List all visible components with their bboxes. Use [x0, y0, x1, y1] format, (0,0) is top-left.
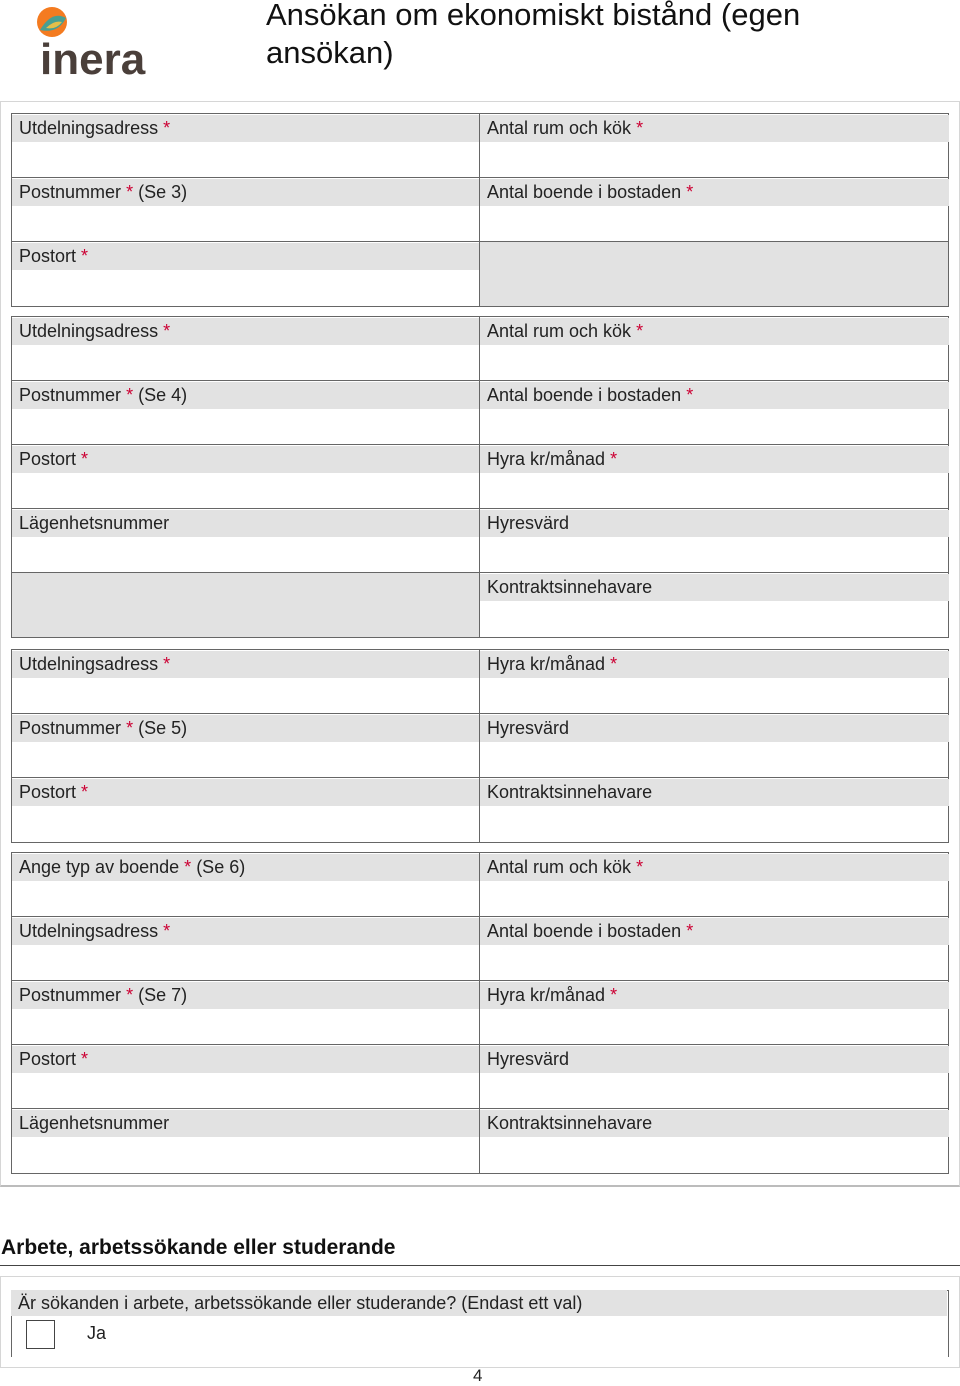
form-field — [12, 509, 480, 573]
form-field — [12, 650, 480, 714]
field-label — [12, 779, 479, 806]
required-marker: * — [636, 321, 644, 341]
required-marker: * — [163, 921, 171, 941]
field-input[interactable] — [480, 742, 948, 777]
required-marker: * — [636, 857, 644, 877]
field-label — [12, 918, 479, 945]
form-field — [480, 650, 948, 714]
field-label — [12, 243, 479, 270]
field-input[interactable] — [12, 142, 479, 177]
field-input[interactable] — [480, 1137, 948, 1172]
form-field — [480, 778, 948, 842]
field-label-text: Hyra kr/månad — [487, 449, 606, 469]
form-field — [12, 778, 480, 842]
field-label-text: Hyresvärd — [487, 718, 570, 738]
field-label-text: Hyra kr/månad — [487, 985, 606, 1005]
field-label — [480, 115, 949, 142]
field-input[interactable] — [12, 473, 479, 508]
field-label — [12, 715, 479, 742]
required-marker: * — [163, 654, 171, 674]
field-input[interactable] — [480, 945, 948, 980]
field-input[interactable] — [480, 409, 948, 444]
question-label: Är sökanden i arbete, arbetssökande eller studerande? (Endast ett val) — [11, 1290, 947, 1316]
field-label-text: Kontraktsinnehavare — [487, 577, 653, 597]
form-field — [480, 573, 948, 637]
empty-cell — [480, 242, 948, 306]
required-marker: * — [126, 385, 134, 405]
form-field — [480, 445, 948, 509]
required-marker: * — [610, 654, 618, 674]
field-input[interactable] — [12, 945, 479, 980]
field-label-text: Postnummer — [19, 385, 122, 405]
field-label — [480, 918, 949, 945]
field-label-text: Postnummer — [19, 985, 122, 1005]
required-marker: * — [686, 921, 694, 941]
field-label — [12, 651, 479, 678]
field-label — [480, 179, 949, 206]
field-label — [480, 651, 949, 678]
section-divider — [0, 1265, 960, 1266]
form-field — [12, 917, 480, 981]
field-label-text: Kontraktsinnehavare — [487, 782, 653, 802]
required-marker: * — [163, 321, 171, 341]
field-label — [480, 446, 949, 473]
field-input[interactable] — [480, 1009, 948, 1044]
field-note: (Se 3) — [138, 182, 188, 202]
field-label — [480, 574, 949, 601]
form-field — [12, 981, 480, 1045]
field-label-text: Utdelningsadress — [19, 118, 159, 138]
required-marker: * — [81, 246, 89, 266]
form-field — [480, 1109, 948, 1173]
form-group — [11, 316, 949, 638]
field-input[interactable] — [12, 742, 479, 777]
required-marker: * — [636, 118, 644, 138]
required-marker: * — [686, 385, 694, 405]
field-label-text: Hyresvärd — [487, 1049, 570, 1069]
field-label — [480, 318, 949, 345]
field-label-text: Antal boende i bostaden — [487, 385, 682, 405]
field-input[interactable] — [480, 345, 948, 380]
field-input[interactable] — [12, 678, 479, 713]
field-input[interactable] — [12, 881, 479, 916]
field-label — [480, 779, 949, 806]
empty-cell — [12, 573, 480, 637]
field-label — [480, 1110, 949, 1137]
checkbox-ja-label: Ja — [87, 1323, 107, 1343]
inera-logo-mark — [32, 4, 157, 78]
form-field — [12, 178, 480, 242]
field-label-text: Postnummer — [19, 718, 122, 738]
field-note: (Se 6) — [196, 857, 246, 877]
field-label — [480, 854, 949, 881]
field-label — [480, 982, 949, 1009]
form-field — [12, 1045, 480, 1109]
field-label-text: Postort — [19, 246, 77, 266]
field-input[interactable] — [12, 1009, 479, 1044]
field-label — [480, 715, 949, 742]
field-label-text: Antal rum och kök — [487, 118, 632, 138]
field-label — [12, 318, 479, 345]
inera-logo — [32, 4, 157, 78]
field-label-text: Antal rum och kök — [487, 321, 632, 341]
field-label — [12, 982, 479, 1009]
form-group — [11, 649, 949, 843]
required-marker: * — [610, 449, 618, 469]
field-label-text: Hyra kr/månad — [487, 654, 606, 674]
field-input[interactable] — [480, 1073, 948, 1108]
field-label-text: Kontraktsinnehavare — [487, 1113, 653, 1133]
field-input[interactable] — [480, 806, 948, 841]
field-input[interactable] — [480, 537, 948, 572]
form-field — [480, 317, 948, 381]
field-label — [12, 854, 479, 881]
field-input[interactable] — [480, 206, 948, 241]
form-field — [12, 242, 480, 306]
form-field — [12, 1109, 480, 1173]
field-label — [480, 1046, 949, 1073]
form-field — [12, 714, 480, 778]
logo-text: inera — [40, 35, 146, 78]
form-field — [480, 917, 948, 981]
form-field — [480, 509, 948, 573]
field-input[interactable] — [12, 1073, 479, 1108]
form-group — [11, 113, 949, 307]
checkbox-ja[interactable] — [26, 1320, 55, 1349]
required-marker: * — [163, 118, 171, 138]
field-input[interactable] — [12, 1137, 479, 1172]
required-marker: * — [126, 718, 134, 738]
field-input[interactable] — [12, 270, 479, 305]
form-field — [480, 714, 948, 778]
field-label-text: Postort — [19, 449, 77, 469]
form-group — [11, 852, 949, 1174]
field-label — [12, 179, 479, 206]
field-input[interactable] — [12, 409, 479, 444]
field-label — [12, 115, 479, 142]
required-marker: * — [610, 985, 618, 1005]
required-marker: * — [81, 449, 89, 469]
field-label — [12, 382, 479, 409]
required-marker: * — [81, 1049, 89, 1069]
field-input[interactable] — [480, 678, 948, 713]
form-field — [12, 317, 480, 381]
field-label-text: Postort — [19, 782, 77, 802]
required-marker: * — [126, 182, 134, 202]
page-title: Ansökan om ekonomiskt bistånd (egen ansökan) — [266, 0, 801, 70]
field-label-text: Postnummer — [19, 182, 122, 202]
field-input[interactable] — [480, 881, 948, 916]
field-input[interactable] — [12, 206, 479, 241]
field-input[interactable] — [480, 473, 948, 508]
field-label — [480, 382, 949, 409]
field-label-text: Postort — [19, 1049, 77, 1069]
required-marker: * — [184, 857, 192, 877]
form-field — [12, 381, 480, 445]
form-field — [480, 114, 948, 178]
field-label-text: Antal rum och kök — [487, 857, 632, 877]
form-field — [12, 445, 480, 509]
field-note: (Se 4) — [138, 385, 188, 405]
field-input[interactable] — [12, 345, 479, 380]
field-label — [12, 1046, 479, 1073]
required-marker: * — [126, 985, 134, 1005]
field-label-text: Antal boende i bostaden — [487, 921, 682, 941]
field-input[interactable] — [12, 806, 479, 841]
form-field — [480, 178, 948, 242]
field-label — [12, 446, 479, 473]
field-label-text: Lägenhetsnummer — [19, 1113, 170, 1133]
field-note: (Se 7) — [138, 985, 188, 1005]
page-number: 4 — [473, 1366, 483, 1385]
field-label — [480, 510, 949, 537]
field-label-text: Antal boende i bostaden — [487, 182, 682, 202]
form-field — [480, 981, 948, 1045]
field-label-text: Utdelningsadress — [19, 921, 159, 941]
form-field — [12, 853, 480, 917]
required-marker: * — [81, 782, 89, 802]
field-label-text: Utdelningsadress — [19, 654, 159, 674]
field-input[interactable] — [480, 601, 948, 636]
form-field — [480, 853, 948, 917]
field-input[interactable] — [12, 537, 479, 572]
form-field — [480, 1045, 948, 1109]
field-note: (Se 5) — [138, 718, 188, 738]
field-label-text: Ange typ av boende — [19, 857, 180, 877]
field-label-text: Utdelningsadress — [19, 321, 159, 341]
field-label — [12, 1110, 479, 1137]
form-field — [12, 114, 480, 178]
form-field — [480, 381, 948, 445]
section-heading: Arbete, arbetssökande eller studerande — [1, 1236, 396, 1259]
field-label-text: Hyresvärd — [487, 513, 570, 533]
field-label-text: Lägenhetsnummer — [19, 513, 170, 533]
required-marker: * — [686, 182, 694, 202]
field-input[interactable] — [480, 142, 948, 177]
field-label — [12, 510, 479, 537]
